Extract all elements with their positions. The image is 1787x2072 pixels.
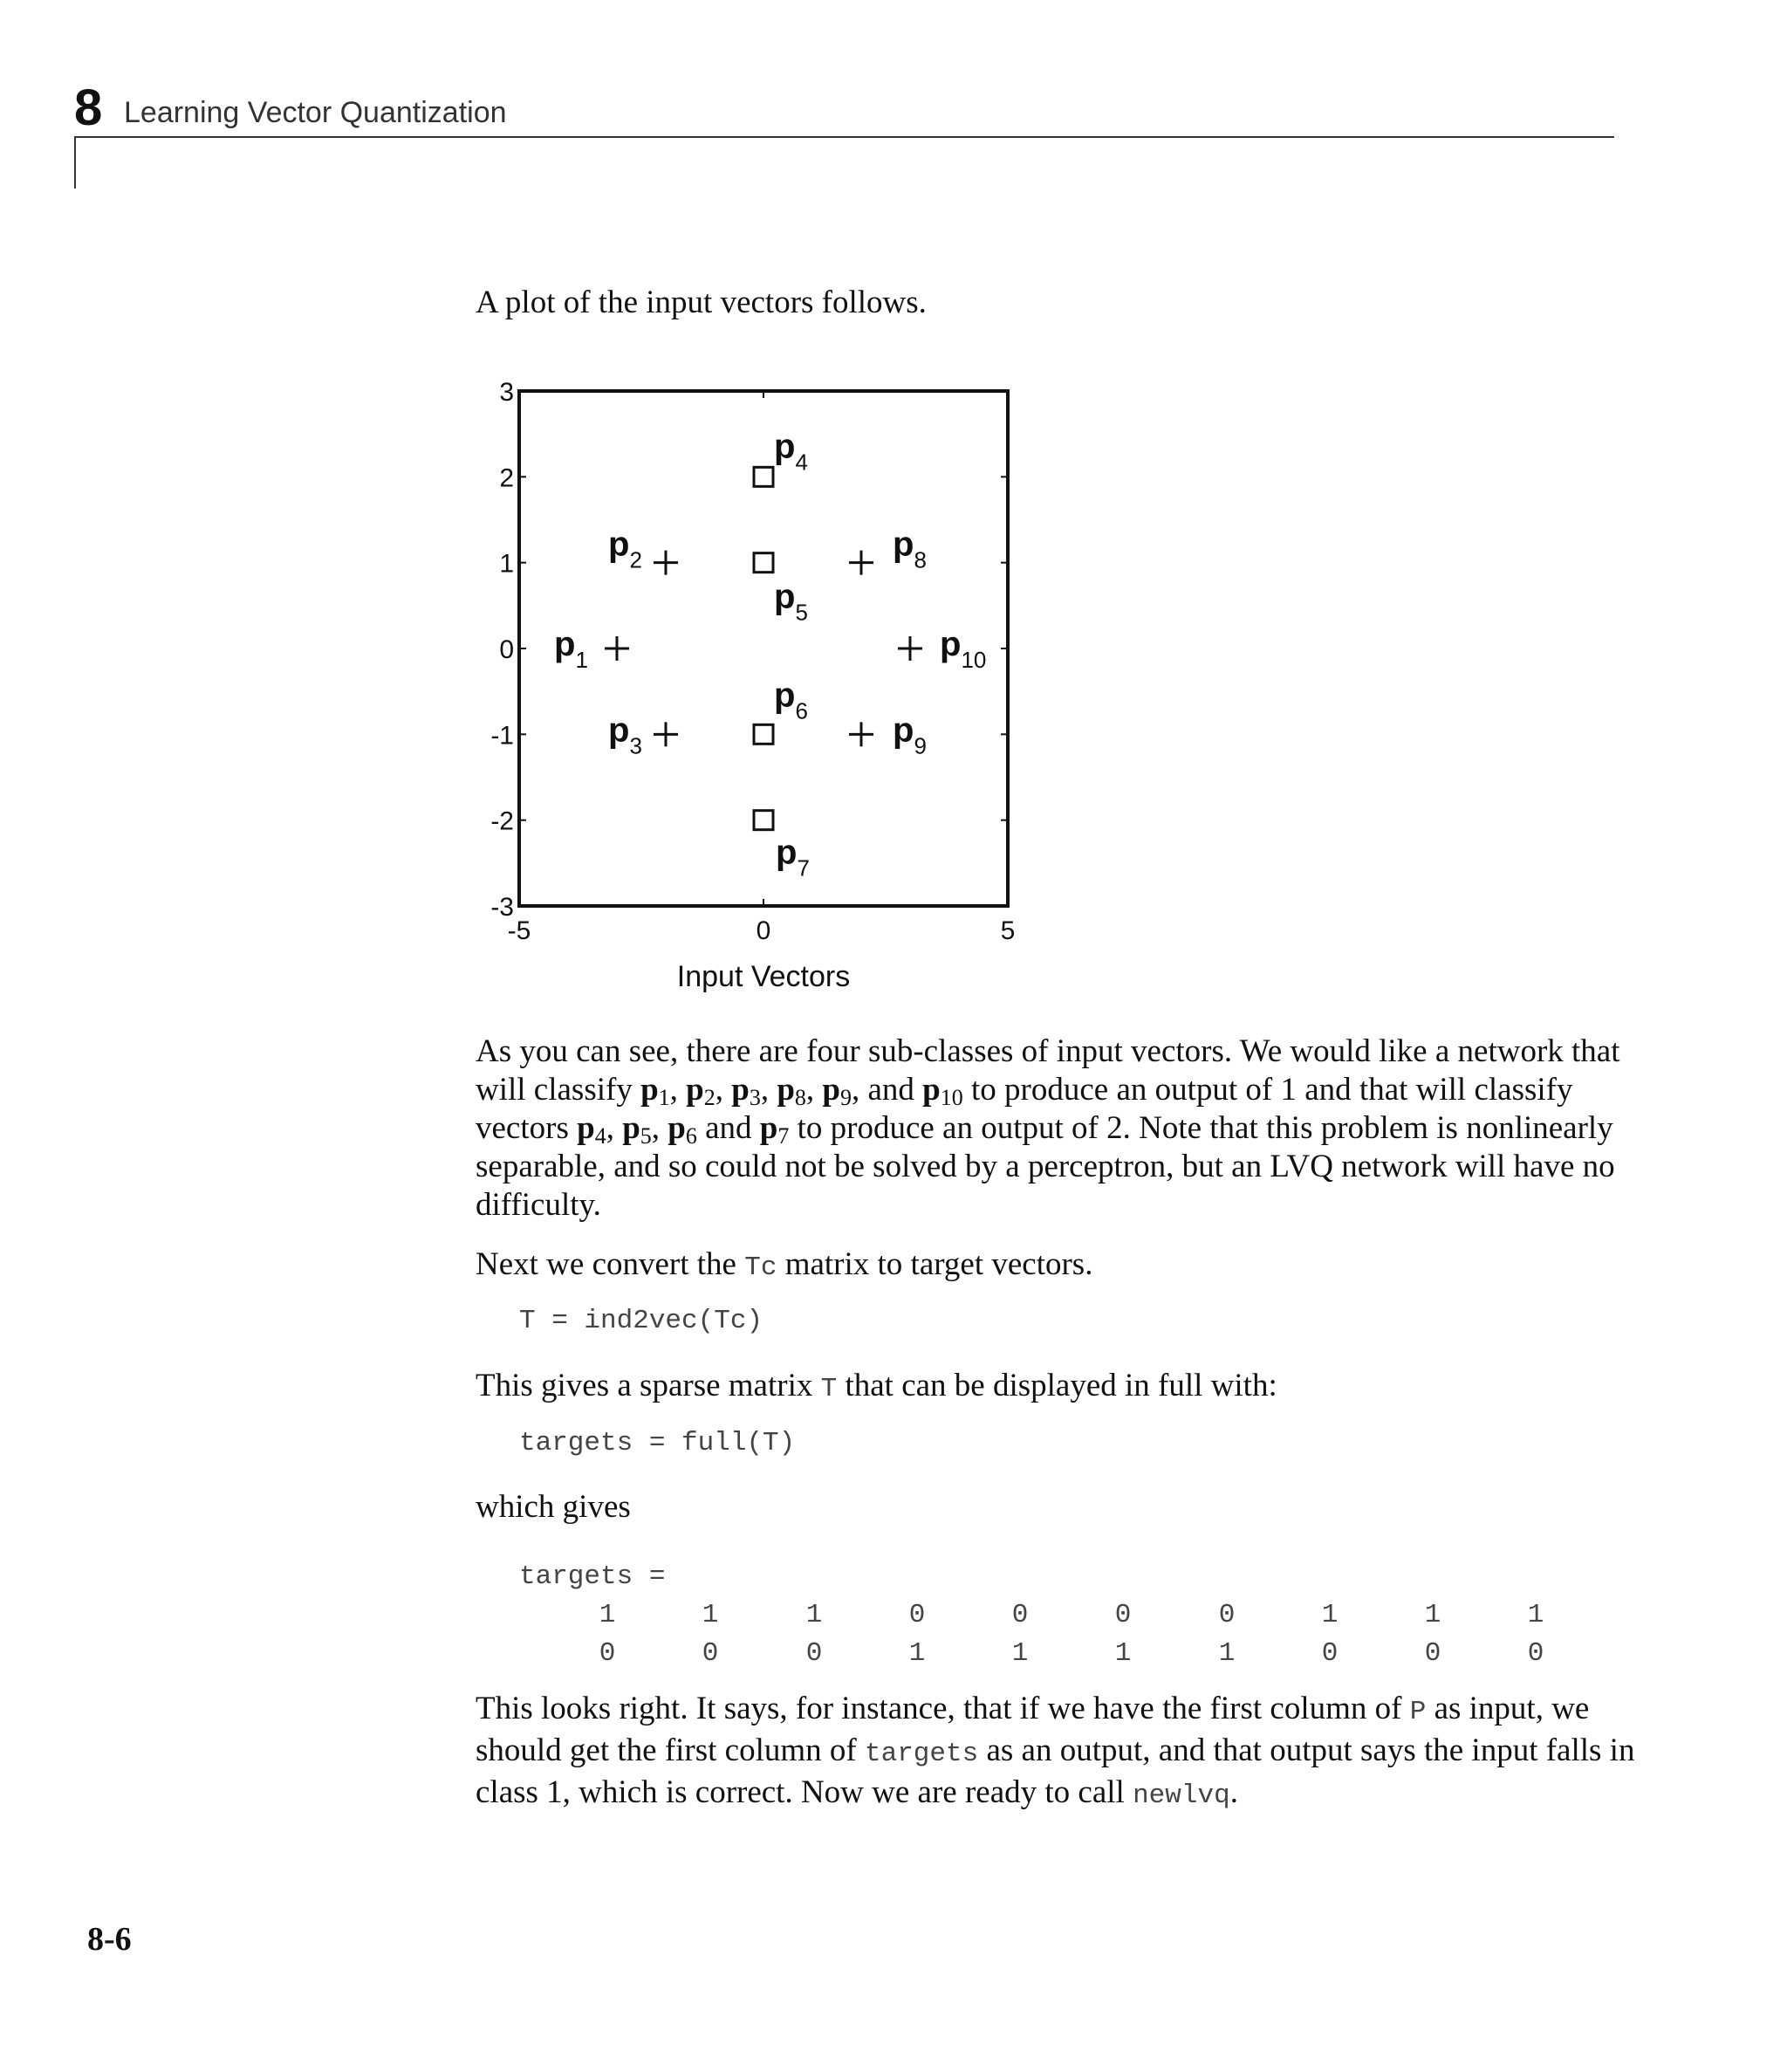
newlvq-code: newlvq [1133, 1780, 1230, 1811]
matrix-cell: 1 [1114, 1638, 1132, 1669]
point-label-subscript: 7 [797, 854, 810, 882]
matrix-cell: 1 [599, 1600, 616, 1630]
vector-p9: p [822, 1072, 840, 1108]
matrix-cell: 1 [908, 1638, 926, 1669]
vector-p10: p [922, 1072, 941, 1108]
running-header [74, 80, 1614, 138]
matrix-cell: 1 [1424, 1600, 1441, 1630]
y-tick-label: -2 [490, 806, 514, 836]
point-label: $p_4$ [774, 427, 808, 476]
point-label: $p_1$ [554, 625, 588, 673]
point-label: $p_9$ [893, 710, 927, 759]
point-label-subscript: 2 [629, 546, 642, 573]
matrix-cell: 0 [1218, 1600, 1236, 1630]
point-label: $p_6$ [774, 676, 808, 724]
vector-p4: p [577, 1110, 595, 1146]
vector-p5: p [622, 1110, 640, 1146]
conclusion-paragraph: This looks right. It says, for instance, that if we have the first column of P as input, we should get the first column of targets as an output, and that output says the input falls in class 1, which is correct. Now we are ready to call newlvq. [476, 1691, 1635, 1811]
matrix-cell: 0 [599, 1638, 616, 1669]
y-tick-label: -1 [490, 721, 514, 751]
chapter-title: Learning Vector Quantization [124, 96, 507, 129]
vector-p8: p [777, 1072, 795, 1108]
convert-paragraph: Next we convert the Tc matrix to target vectors. [476, 1246, 1093, 1283]
targets-code: targets [865, 1739, 979, 1769]
input-vectors-chart [471, 367, 1038, 995]
point-label-subscript: 9 [914, 732, 927, 759]
y-tick-label: 3 [499, 378, 514, 407]
square-marker [754, 467, 773, 486]
square-marker [754, 553, 773, 573]
matrix-cell: 1 [1321, 1600, 1339, 1630]
subclasses-paragraph: As you can see, there are four sub-classes of input vectors. We would like a network that will classify $p_1$, $p_2$, $p_3$, $p_8$, $p_9$, and $p_{10}$ to produce an output of 1 and that will classify vectors $p_4$, $p_5$, $p_6$ and $p_7$ to produce an output of 2. Note that this problem is nonlinearly separable, and so could not be solved by a perceptron, but an LVQ network will have no difficulty. [476, 1033, 1620, 1223]
matrix-row [519, 1596, 1566, 1635]
vector-p1: p [640, 1072, 659, 1108]
y-tick-label: -3 [490, 893, 514, 922]
matrix-cell: 1 [1527, 1600, 1544, 1630]
matrix-cell: 0 [1011, 1600, 1029, 1630]
intro-paragraph: A plot of the input vectors follows. [476, 285, 927, 320]
matrix-cell: 0 [908, 1600, 926, 1630]
matrix-cell: 1 [702, 1600, 719, 1630]
x-tick-label: 0 [756, 916, 771, 945]
matrix-cell: 0 [1321, 1638, 1339, 1669]
vector-p2: p [686, 1072, 704, 1108]
matrix-cell: 1 [1218, 1638, 1236, 1669]
page-number: 8-6 [87, 1921, 132, 1958]
matrix-cell: 0 [805, 1638, 823, 1669]
y-tick-label: 1 [499, 549, 514, 579]
square-marker [754, 811, 773, 830]
square-marker [754, 724, 773, 744]
tc-code: Tc [744, 1252, 777, 1283]
point-label: $p_2$ [608, 525, 642, 573]
x-axis-label: Input Vectors [676, 960, 851, 993]
point-label-subscript: 8 [914, 546, 927, 573]
t-code: T [820, 1374, 838, 1404]
point-label-subscript: 3 [629, 732, 642, 759]
point-label-subscript: 6 [795, 697, 808, 724]
matrix-cell: 0 [1527, 1638, 1544, 1669]
matrix-cell: 0 [1114, 1600, 1132, 1630]
point-label: $p_{10}$ [940, 625, 987, 673]
x-tick-label: 5 [1000, 916, 1016, 945]
point-label-subscript: 1 [575, 647, 588, 673]
code-ind2vec: T = ind2vec(Tc) [519, 1306, 763, 1336]
vector-p3: p [731, 1072, 750, 1108]
which-gives-paragraph: which gives [476, 1489, 631, 1525]
point-label: $p_5$ [774, 577, 808, 626]
point-label-subscript: 4 [795, 449, 808, 476]
x-tick-label: -5 [507, 916, 531, 945]
matrix-cell: 1 [805, 1600, 823, 1630]
y-tick-label: 2 [499, 463, 514, 493]
sparse-paragraph: This gives a sparse matrix T that can be displayed in full with: [476, 1368, 1277, 1404]
vector-p7: p [759, 1110, 778, 1146]
point-label: $p_3$ [608, 710, 642, 759]
point-label: $p_8$ [893, 525, 927, 573]
vector-p6: p [668, 1110, 686, 1146]
matrix-cell: 1 [1011, 1638, 1029, 1669]
header-divider-tick [74, 136, 76, 189]
matrix-cell: 0 [1424, 1638, 1441, 1669]
chapter-number: 8 [74, 79, 103, 136]
point-label: $p_7$ [776, 833, 810, 882]
matrix-row [519, 1635, 1566, 1673]
point-label-subscript: 5 [795, 599, 808, 626]
y-tick-label: 0 [499, 635, 514, 664]
matrix-cell: 0 [702, 1638, 719, 1669]
p-code: P [1409, 1697, 1427, 1727]
point-label-subscript: 10 [961, 647, 987, 673]
matrix-label: targets = [519, 1561, 666, 1592]
code-full: targets = full(T) [519, 1428, 796, 1458]
